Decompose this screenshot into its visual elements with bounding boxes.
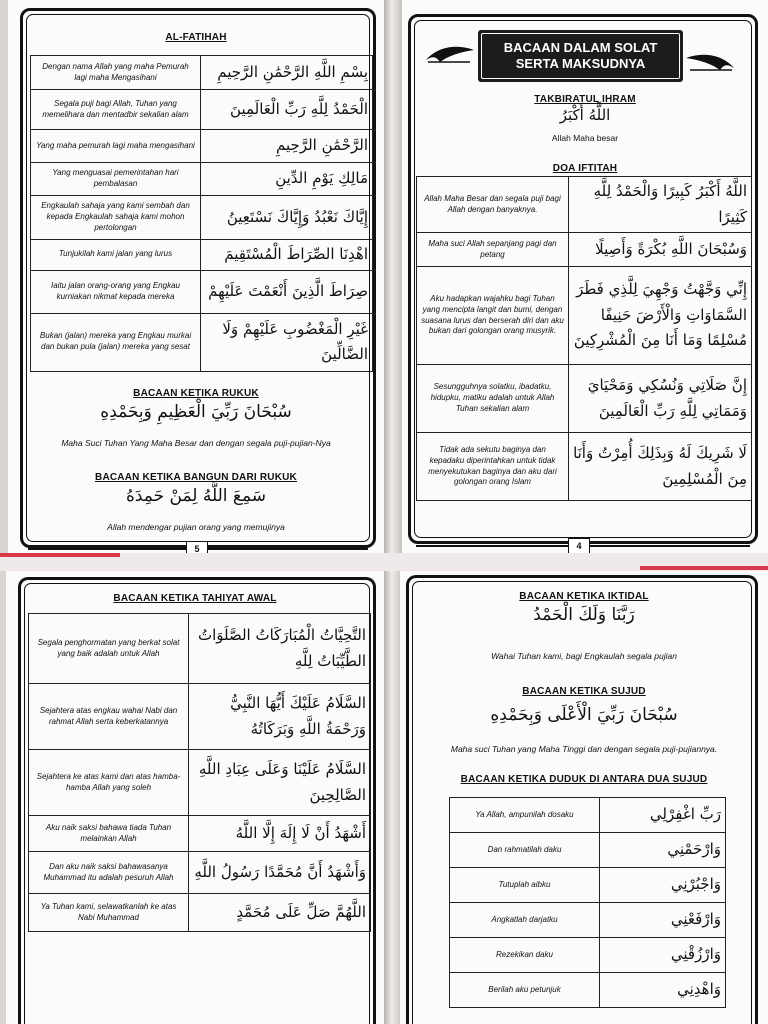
- bangun-rukuk-translation: Allah mendengar pujian orang yang memujinya: [107, 522, 285, 532]
- arabic-cell: إِنَّ صَلَاتِي وَنُسُكِي وَمَحْيَايَ وَمَمَاتِي لِلَّهِ رَبِّ الْعَالَمِينَ: [569, 365, 752, 433]
- arabic-cell: صِرَاطَ الَّذِينَ أَنْعَمْتَ عَلَيْهِمْ: [201, 270, 373, 313]
- page-5: [8, 0, 384, 553]
- arabic-cell: اللَّهُ أَكْبَرُ كَبِيرًا وَالْحَمْدُ لِلَّهِ كَثِيرًا: [569, 177, 752, 233]
- duduk-dua-sujud-title: BACAAN KETIKA DUDUK DI ANTARA DUA SUJUD: [460, 774, 708, 785]
- translation-cell: Dan aku naik saksi bahawasanya Muhammad itu adalah pesuruh Allah: [29, 852, 189, 894]
- translation-cell: Sesungguhnya solatku, ibadatku, hidupku, matiku adalah untuk Allah Tuhan sekalian alam: [417, 365, 569, 433]
- table-row: [450, 973, 726, 1008]
- arabic-cell: بِسْمِ اللَّهِ الرَّحْمَٰنِ الرَّحِيمِ: [201, 56, 373, 90]
- table-row: [450, 868, 726, 903]
- translation-cell: Iaitu jalan orang-orang yang Engkau kurniakan nikmat kepada mereka: [31, 270, 201, 313]
- table-row: [29, 614, 371, 684]
- table-row: [29, 894, 371, 932]
- sujud-translation: Maha suci Tuhan yang Maha Tinggi dan dengan segala puji-pujiannya.: [450, 744, 718, 754]
- arabic-cell: لَا شَرِيكَ لَهُ وَبِذَلِكَ أُمِرْتُ وَأَنَا مِنَ الْمُسْلِمِينَ: [569, 433, 752, 501]
- page-tahiyat-awal: [6, 571, 384, 1024]
- arabic-cell: إِيَّاكَ نَعْبُدُ وَإِيَّاكَ نَسْتَعِينُ: [201, 196, 373, 240]
- table-row: [31, 130, 373, 163]
- arabic-cell: أَشْهَدُ أَنْ لَا إِلَهَ إِلَّا اللَّهُ: [189, 816, 371, 852]
- table-row: [417, 365, 752, 433]
- al-fatihah-title: AL-FATIHAH: [165, 32, 227, 43]
- table-row: [450, 938, 726, 973]
- arabic-cell: اللَّهُمَّ صَلِّ عَلَى مُحَمَّدٍ: [189, 894, 371, 932]
- iktidal-title: BACAAN KETIKA IKTIDAL: [519, 591, 649, 602]
- table-row: [450, 903, 726, 938]
- bangun-rukuk-title: BACAAN KETIKA BANGUN DARI RUKUK: [95, 472, 297, 483]
- translation-cell: Sejahtera ke atas kami dan atas hamba-hamba Allah yang soleh: [29, 750, 189, 816]
- table-row: [31, 163, 373, 196]
- rukuk-title: BACAAN KETIKA RUKUK: [133, 388, 259, 399]
- sujud-arabic: سُبْحَانَ رَبِّيَ الْأَعْلَى وَبِحَمْدِهِ: [490, 705, 678, 725]
- red-edge-left: [0, 553, 120, 557]
- arabic-cell: الرَّحْمَٰنِ الرَّحِيمِ: [201, 130, 373, 163]
- rukuk-translation: Maha Suci Tuhan Yang Maha Besar dan dengan segala puji-pujian-Nya: [61, 438, 331, 448]
- page-iktidal-sujud: [400, 571, 768, 1024]
- doa-iftitah-title: DOA IFTITAH: [552, 163, 618, 174]
- tahiyat-table: [28, 613, 371, 932]
- table-row: [31, 196, 373, 240]
- doa-iftitah-table: [416, 176, 752, 501]
- translation-cell: Allah Maha Besar dan segala puji bagi Allah dengan banyaknya.: [417, 177, 569, 233]
- arabic-cell: التَّحِيَّاتُ الْمُبَارَكَاتُ الصَّلَوَاتُ الطَّيِّبَاتُ لِلَّهِ: [189, 614, 371, 684]
- translation-cell: Ya Tuhan kami, selawatkanlah ke atas Nabi Muhammad: [29, 894, 189, 932]
- table-row: [29, 816, 371, 852]
- arabic-cell: غَيْرِ الْمَغْضُوبِ عَلَيْهِمْ وَلَا الضَّالِّينَ: [201, 313, 373, 371]
- translation-cell: Engkaulah sahaja yang kami sembah dan kepada Engkaulah sahaja kami mohon pertolongan: [31, 196, 201, 240]
- translation-cell: Yang maha pemurah lagi maha mengasihani: [31, 130, 201, 163]
- table-row: [29, 750, 371, 816]
- banner-line-1: BACAAN DALAM SOLAT: [503, 40, 658, 55]
- page-number: 5: [186, 541, 208, 553]
- arabic-cell: وَاهْدِنِي: [600, 973, 726, 1008]
- tahiyat-awal-title: BACAAN KETIKA TAHIYAT AWAL: [113, 593, 277, 604]
- table-row: [31, 56, 373, 90]
- table-row: [417, 233, 752, 267]
- translation-cell: Tunjukilah kami jalan yang lurus: [31, 240, 201, 271]
- translation-cell: Bukan (jalan) mereka yang Engkau murkai dan bukan pula (jalan) mereka yang sesat: [31, 313, 201, 371]
- arabic-cell: وَاجْبُرْنِي: [600, 868, 726, 903]
- table-row: [29, 684, 371, 750]
- table-row: [450, 798, 726, 833]
- arabic-cell: مَالِكِ يَوْمِ الدِّينِ: [201, 163, 373, 196]
- rukuk-arabic: سُبْحَانَ رَبِّيَ الْعَظِيمِ وَبِحَمْدِهِ: [100, 402, 292, 422]
- table-row: [31, 313, 373, 371]
- al-fatihah-table: [30, 55, 373, 372]
- ornament-right-icon: [684, 50, 736, 74]
- takbir-translation: Allah Maha besar: [551, 133, 619, 143]
- translation-cell: Tutuplah aibku: [450, 868, 600, 903]
- page-number: 4: [568, 538, 590, 553]
- translation-cell: Ya Allah, ampunilah dosaku: [450, 798, 600, 833]
- arabic-cell: وَارْزُقْنِي: [600, 938, 726, 973]
- translation-cell: Tidak ada sekutu baginya dan kepadaku diperintahkan untuk tidak menyekutukan baginya dan aku dari golongan orang Islam: [417, 433, 569, 501]
- arabic-cell: وَارْفَعْنِي: [600, 903, 726, 938]
- arabic-cell: الْحَمْدُ لِلَّهِ رَبِّ الْعَالَمِينَ: [201, 90, 373, 130]
- arabic-cell: اهْدِنَا الصِّرَاطَ الْمُسْتَقِيمَ: [201, 240, 373, 271]
- translation-cell: Dengan nama Allah yang maha Pemurah lagi maha Mengasihani: [31, 56, 201, 90]
- table-row: [31, 270, 373, 313]
- translation-cell: Yang menguasai pemerintahan hari pembalasan: [31, 163, 201, 196]
- arabic-cell: السَّلَامُ عَلَيْنَا وَعَلَى عِبَادِ اللَّهِ الصَّالِحِينَ: [189, 750, 371, 816]
- arabic-cell: رَبِّ اغْفِرْلِي: [600, 798, 726, 833]
- iktidal-arabic: رَبَّنَا وَلَكَ الْحَمْدُ: [533, 605, 635, 625]
- takbiratul-ihram-title: TAKBIRATUL IHRAM: [534, 94, 636, 105]
- arabic-cell: وَسُبْحَانَ اللَّهِ بُكْرَةً وَأَصِيلًا: [569, 233, 752, 267]
- arabic-cell: وَأَشْهَدُ أَنَّ مُحَمَّدًا رَسُولُ اللَّهِ: [189, 852, 371, 894]
- iktidal-translation: Wahai Tuhan kami, bagi Engkaulah segala pujian: [491, 651, 677, 661]
- bangun-rukuk-arabic: سَمِعَ اللَّهُ لِمَنْ حَمِدَهُ: [125, 486, 267, 506]
- table-row: [417, 433, 752, 501]
- translation-cell: Sejahtera atas engkau wahai Nabi dan rahmat Allah serta keberkatannya: [29, 684, 189, 750]
- banner-line-2: SERTA MAKSUDNYA: [515, 56, 646, 71]
- arabic-cell: إِنِّي وَجَّهْتُ وَجْهِيَ لِلَّذِي فَطَرَ السَّمَاوَاتِ وَالْأَرْضَ حَنِيفًا مُسْلِمًا وَمَا أَنَا مِنَ الْمُشْرِكِينَ: [569, 267, 752, 365]
- translation-cell: Aku naik saksi bahawa tiada Tuhan melainkan Allah: [29, 816, 189, 852]
- translation-cell: Berilah aku petunjuk: [450, 973, 600, 1008]
- table-row: [450, 833, 726, 868]
- arabic-cell: السَّلَامُ عَلَيْكَ أَيُّهَا النَّبِيُّ وَرَحْمَةُ اللَّهِ وَبَرَكَاتُهُ: [189, 684, 371, 750]
- page-4: [402, 0, 768, 553]
- translation-cell: Segala penghormatan yang berkat solat yang baik adalah untuk Allah: [29, 614, 189, 684]
- section-banner: [478, 30, 683, 82]
- translation-cell: Maha suci Allah sepanjang pagi dan petang: [417, 233, 569, 267]
- translation-cell: Angkatlah darjatku: [450, 903, 600, 938]
- table-row: [31, 90, 373, 130]
- translation-cell: Segala puji bagi Allah, Tuhan yang memelihara dan mentadbir sekalian alam: [31, 90, 201, 130]
- duduk-table: [449, 797, 726, 1008]
- sujud-title: BACAAN KETIKA SUJUD: [522, 686, 646, 697]
- ornament-left-icon: [424, 42, 476, 66]
- red-edge-right: [640, 566, 768, 570]
- translation-cell: Aku hadapkan wajahku bagi Tuhan yang mencipta langit dan bumi, dengan suasana lurus dan berserah diri dan aku bukan dari golongan orang musyrik.: [417, 267, 569, 365]
- table-row: [417, 267, 752, 365]
- table-row: [31, 240, 373, 271]
- translation-cell: Rezekikan daku: [450, 938, 600, 973]
- takbir-arabic: اللَّهُ أَكْبَرُ: [559, 106, 611, 124]
- arabic-cell: وَارْحَمْنِي: [600, 833, 726, 868]
- table-row: [417, 177, 752, 233]
- translation-cell: Dan rahmatilah daku: [450, 833, 600, 868]
- table-row: [29, 852, 371, 894]
